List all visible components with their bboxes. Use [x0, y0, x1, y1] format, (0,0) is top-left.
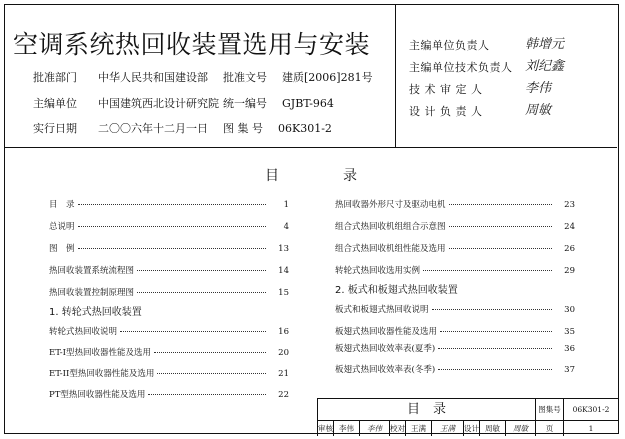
toc-entry-label: 转轮式热回收选用实例	[335, 266, 421, 276]
toc-section-heading: 2. 板式和板翅式热回收装置	[335, 285, 458, 296]
toc-entry-page: 13	[278, 244, 289, 254]
checker-name: 王满	[406, 421, 432, 436]
leader-dots	[449, 226, 552, 227]
toc-entry-page: 1	[283, 200, 289, 210]
meta-value: 建质[2006]281号	[282, 71, 373, 84]
toc-entry-label: 总说明	[49, 222, 75, 232]
toc-entry-label: 热回收器外形尺寸及驱动电机	[335, 200, 446, 210]
page-label: 页	[536, 421, 564, 436]
toc-title-left: 目	[265, 168, 281, 184]
leader-dots	[449, 248, 552, 249]
header	[5, 5, 617, 148]
toc-entry[interactable]	[335, 303, 575, 315]
reviewer-label: 审核	[318, 421, 334, 436]
toc-entry-label: 组合式热回收机组性能及选用	[335, 244, 446, 254]
meta-label: 图 集 号	[223, 122, 263, 135]
toc-entry[interactable]	[49, 346, 289, 358]
title-block-atlas-label: 图集号	[536, 399, 564, 421]
toc-entry[interactable]	[335, 220, 575, 232]
toc-entry-label: ET-I型热回收器性能及选用	[49, 348, 152, 358]
toc-entry-page: 23	[564, 200, 575, 210]
leader-dots	[78, 226, 266, 227]
toc-section-heading: 1. 转轮式热回收装置	[49, 307, 142, 318]
reviewer-signature: 李伟	[360, 421, 390, 436]
meta-value: 二〇〇六年十二月一日	[98, 122, 208, 135]
leader-dots	[137, 270, 266, 271]
toc-entry-page: 37	[564, 365, 575, 375]
meta-row-effective-date	[33, 120, 208, 136]
toc-entry-label: ET-II型热回收器性能及选用	[49, 369, 155, 379]
reviewer-name: 李伟	[334, 421, 360, 436]
toc-entry[interactable]	[335, 242, 575, 254]
toc-entry-label: 板式和板翅式热回收说明	[335, 305, 429, 315]
toc-entry-label: PT型热回收器性能及选用	[49, 390, 146, 400]
meta-row-atlas-no	[223, 120, 332, 136]
meta-label: 统一编号	[223, 97, 267, 110]
toc-entry-page: 16	[278, 327, 289, 337]
toc-entry[interactable]	[335, 325, 575, 337]
leader-dots	[432, 309, 552, 310]
leader-dots	[438, 348, 552, 349]
title-block	[317, 398, 618, 436]
meta-row-approval-no	[223, 69, 373, 85]
checker-label: 校对	[390, 421, 406, 436]
drawing-frame	[4, 4, 619, 434]
toc-entry-page: 20	[278, 348, 289, 358]
signature: 周敏	[525, 103, 552, 118]
leader-dots	[120, 331, 266, 332]
meta-row-unified-no	[223, 95, 334, 111]
meta-label: 实行日期	[33, 122, 77, 135]
leader-dots	[78, 248, 266, 249]
leader-dots	[148, 394, 266, 395]
toc-entry-page: 24	[564, 222, 575, 232]
resp-role: 设 计 负 责 人	[409, 105, 483, 118]
toc-entry[interactable]	[49, 220, 289, 232]
designer-name: 周敏	[480, 421, 506, 436]
meta-value: 中华人民共和国建设部	[98, 71, 208, 84]
resp-role: 主编单位技术负责人	[409, 61, 513, 74]
toc-entry-label: 板翅式热回收效率表(冬季)	[335, 365, 436, 375]
resp-role: 主编单位负责人	[409, 39, 490, 52]
toc-entry[interactable]	[49, 198, 289, 210]
meta-value: 06K301-2	[278, 122, 332, 135]
toc-entry-label: 热回收装置控制原理图	[49, 288, 135, 298]
toc-entry-page: 15	[278, 288, 289, 298]
atlas-title: 空调系统热回收装置选用与安装	[13, 30, 371, 59]
toc-entry-label: 转轮式热回收说明	[49, 327, 118, 337]
toc-entry[interactable]	[335, 198, 575, 210]
toc-entry[interactable]	[49, 325, 289, 337]
toc-entry-page: 22	[278, 390, 289, 400]
toc-entry-page: 36	[564, 344, 575, 354]
toc-entry-page: 4	[283, 222, 289, 232]
signature: 韩增元	[525, 37, 565, 52]
designer-label: 设计	[464, 421, 480, 436]
leader-dots	[449, 204, 552, 205]
leader-dots	[78, 204, 266, 205]
leader-dots	[137, 292, 266, 293]
meta-row-editor-unit	[33, 95, 219, 111]
toc-entry[interactable]	[49, 388, 289, 400]
meta-value: 中国建筑西北设计研究院	[98, 97, 219, 110]
toc-entry-label: 图 例	[49, 244, 75, 254]
toc-entry-page: 30	[564, 305, 575, 315]
signature: 李伟	[525, 81, 552, 96]
toc-entry[interactable]	[335, 264, 575, 276]
meta-label: 批准部门	[33, 71, 77, 84]
checker-signature: 王满	[432, 421, 464, 436]
toc-entry-label: 目 录	[49, 200, 75, 210]
signature: 刘纪鑫	[525, 59, 565, 74]
header-divider	[395, 5, 396, 147]
toc-entry[interactable]	[49, 286, 289, 298]
toc-entry-page: 21	[278, 369, 289, 379]
toc-entry-page: 29	[564, 266, 575, 276]
toc-entry-label: 组合式热回收机组组合示意图	[335, 222, 446, 232]
title-block-atlas-value: 06K301-2	[564, 399, 618, 421]
resp-role: 技 术 审 定 人	[409, 83, 483, 96]
leader-dots	[423, 270, 552, 271]
toc-entry[interactable]	[335, 342, 575, 354]
toc-entry[interactable]	[49, 242, 289, 254]
toc-entry-label: 板翅式热回收效率表(夏季)	[335, 344, 436, 354]
meta-label: 批准文号	[223, 71, 267, 84]
designer-signature: 周敏	[506, 421, 536, 436]
leader-dots	[438, 369, 552, 370]
meta-label: 主编单位	[33, 97, 77, 110]
toc-entry-page: 26	[564, 244, 575, 254]
leader-dots	[440, 331, 552, 332]
toc-entry[interactable]	[49, 367, 289, 379]
title-block-name: 目 录	[318, 399, 536, 421]
toc-entry-page: 14	[278, 266, 289, 276]
toc-entry-page: 35	[564, 327, 575, 337]
leader-dots	[154, 352, 266, 353]
page-value: 1	[588, 424, 594, 433]
toc-title-right: 录	[343, 168, 359, 184]
toc-entry-label: 板翅式热回收器性能及选用	[335, 327, 438, 337]
leader-dots	[157, 373, 266, 374]
toc-entry[interactable]	[49, 264, 289, 276]
meta-value: GJBT-964	[282, 97, 334, 110]
toc-entry-label: 热回收装置系统流程图	[49, 266, 135, 276]
toc-entry[interactable]	[335, 363, 575, 375]
meta-row-approval-dept	[33, 69, 208, 85]
